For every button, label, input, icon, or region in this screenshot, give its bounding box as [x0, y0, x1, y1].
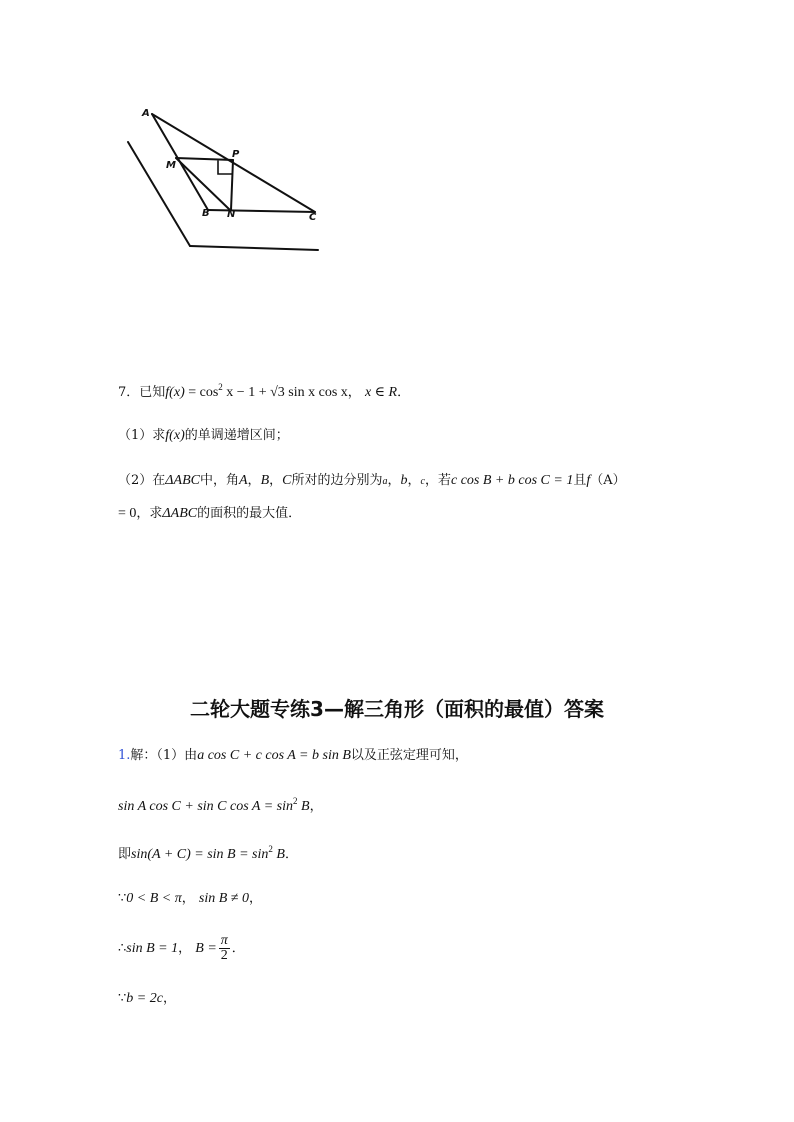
segment-BC — [208, 210, 315, 212]
geometry-figure — [110, 100, 340, 260]
label-C: C — [309, 212, 317, 223]
q7-condition: c cos B + b cos C = 1 — [451, 473, 574, 488]
q7-given: 已知 — [139, 385, 166, 400]
answer-line-4: ∵0 < B < π， sin B ≠ 0， — [118, 891, 262, 906]
q7-number: 7． — [118, 385, 140, 400]
answer-line-2: sin A cos C + sin C $\cos A = \sin^2 B$， — [118, 796, 323, 814]
label-M: M — [166, 160, 176, 171]
answer-line-3: 即$\sin(A + C) = \sin B = \sin^2 B$． — [118, 844, 298, 862]
right-angle-mark — [218, 161, 232, 174]
q7-statement: 7．已知$f(x) = \cos^2 x - 1 + √3$ sin x cos x， x ∈ R． — [118, 382, 411, 400]
label-A: A — [142, 108, 150, 119]
label-N: N — [227, 209, 236, 220]
pi-over-2-fraction: $\frac{\pi}{2}$ — [220, 933, 228, 963]
q7-function: $f(x) = \cos^2 x - 1 + √3$ sin x cos x — [165, 382, 348, 400]
q7-part2: （2）在ΔABC中，角A，B，C所对的边分别为a，b，c，若c cos B + b cos C = 1且f（A） — [118, 473, 626, 488]
plane-edge-bottom — [190, 246, 318, 250]
q7-part2-continued: = 0，求ΔABC的面积的最大值． — [118, 506, 302, 521]
q7-domain: x ∈ R — [364, 385, 398, 400]
answer-number: 1. — [118, 748, 131, 763]
q7-part1: （1）求f(x)的单调递增区间； — [118, 428, 289, 443]
answer-line-6: ∵b = 2c， — [118, 991, 176, 1006]
segment-PN — [231, 160, 233, 210]
answer-line-5: ∴sin B = 1， B = $\frac{\pi}{2}$ ． — [118, 933, 245, 963]
answer-line-1: 1.解：（1）由a cos C + c cos A = b sin B以及正弦定理可知， — [118, 748, 468, 763]
section-title: 二轮大题专练3—解三角形（面积的最值）答案 — [190, 697, 604, 721]
label-B: B — [202, 208, 210, 219]
label-P: P — [232, 149, 240, 160]
